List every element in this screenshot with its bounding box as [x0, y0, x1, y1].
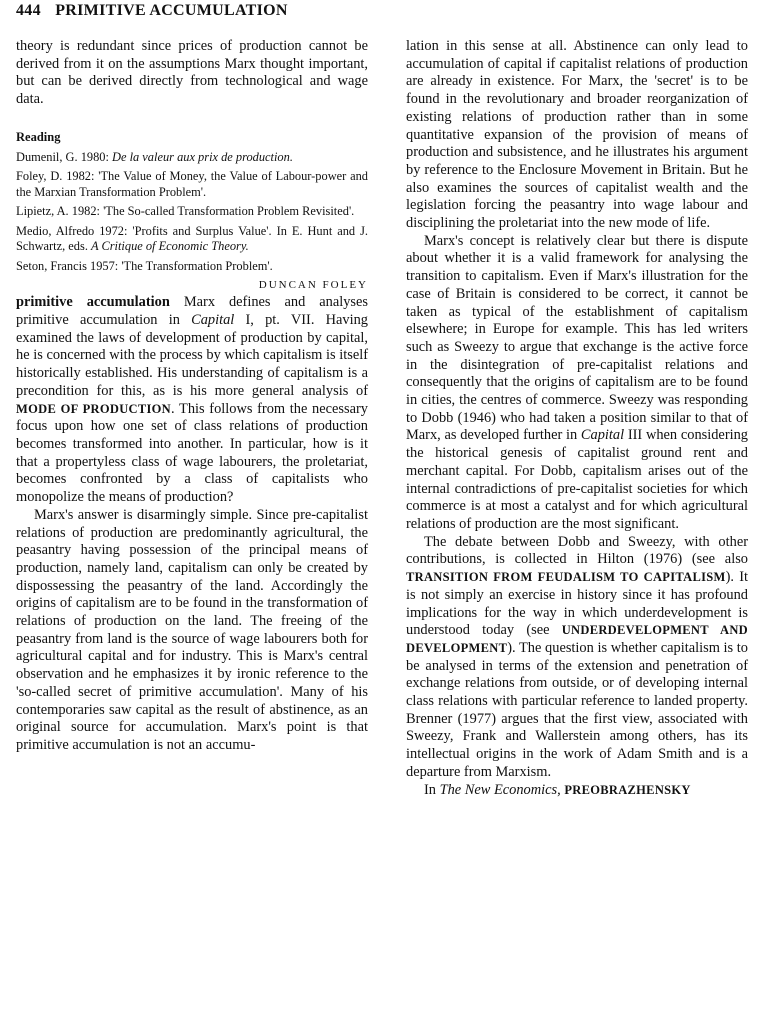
reference-item: Seton, Francis 1957: 'The Transformation Problem'. [16, 259, 273, 274]
body-paragraph: In The New Economics, PREOBRAZHENSKY [424, 781, 691, 798]
reading-list [16, 150, 368, 275]
entry-author: DUNCAN FOLEY [258, 278, 368, 291]
reference-item: Lipietz, A. 1982: 'The So-called Transformation Problem Revisited'. [16, 204, 355, 219]
cross-reference: MODE OF PRODUCTION [16, 401, 172, 416]
page-number: 444 [16, 2, 41, 19]
body-paragraph: lation in this sense at all. Abstinence can only lead to accumulation of capital if capitalist relations of production are already in existence. For Marx, the 'secret' is to be found in the revolutionary and broader reorganization of existing relations of production rather than in some quantitative expansion of the provision of means of production and subsistence, and he illustrates his argument by reference to the Enclosure Movement in Britain. But he also examines the sources of capitalist wealth and the legislation forcing the peasantry into wage labour and disciplining the proletariat into the new mode of life. [406, 38, 748, 232]
body-paragraph: Marx's concept is relatively clear but there is dispute about whether it is a valid framework for analysing the transition to capitalism. Even if Marx's illustration for the case of Britain is considered to be correct, it cannot be taken as typical of the establishment of capitalism elsewhere; in Europe for example. This has led writers such as Sweezy to argue that exchange is the active force in the disintegration of pre-capitalist relations and consequently that the origins of capitalism are to be found in cities, the centres of commerce. Sweezy was responding to Dobb (1946) who had taken a position similar to that of Marx, as developed further in Capital III when considering the historical genesis of capitalist ground rent and merchant capital. For Dobb, capitalism arises out of the internal contradictions of pre-capitalist societies for which commerce is at most a catalyst and for which agricultural relations of production are the most significant. [406, 232, 748, 532]
right-column [406, 38, 748, 799]
entry-paragraph: primitive accumulation Marx defines and analyses primitive accumulation in Capital I, pt. VII. Having examined the laws of development of production by capital, he is concerned with the process by which capitalism is itself historically established. His understanding of capitalism is a precondition for this, as is his more general analysis of MODE OF PRODUCTION. This follows from the necessary focus upon how one set of class relations of production becomes transformed into another. In particular, how is it that a propertyless class of wage labourers, the proletariat, becomes confronted by a class of capitalists who monopolize the means of production? [16, 294, 369, 506]
reference-item: Dumenil, G. 1980: De la valeur aux prix de production. [16, 149, 293, 164]
reference-item: Foley, D. 1982: 'The Value of Money, the Value of Labour-power and the Marxian Transformation Problem'. [16, 169, 368, 199]
intro-paragraph: theory is redundant since prices of production cannot be derived from it on the assumptions Marx thought important, but can be derived directly from technological and wage data. [16, 38, 368, 108]
running-title: PRIMITIVE ACCUMULATION [55, 2, 288, 19]
left-column [16, 38, 368, 755]
body-paragraph: The debate between Dobb and Sweezy, with other contributions, is collected in Hilton (1976) (see also TRANSITION FROM FEUDALISM TO CAPITALISM). It is not simply an exercise in history since it has profound implications for the way in which underdevelopment is understood today (see UNDERDEVELOPMENT AND DEVELOPMENT). The question is whether capitalism is to be analysed in terms of the extension and penetration of exchange relations from outside, or of developing internal class relations with particular reference to landed property. Brenner (1977) argues that the first view, associated with Sweezy, Frank and Wallerstein among others, has its intellectual origins in the work of Adam Smith and is a departure from Marxism. [406, 533, 748, 780]
cross-reference: TRANSITION FROM FEUDALISM TO CAPITALISM [406, 570, 726, 585]
entry-headword: primitive accumulation [16, 294, 170, 311]
cross-reference: PREOBRAZHENSKY [564, 782, 691, 797]
reading-heading: Reading [16, 129, 61, 144]
body-paragraph: Marx's answer is disarmingly simple. Since pre-capitalist relations of production are predominantly agricultural, the peasantry having possession of the principal means of production, namely land, capitalism can only be created by dispossessing the peasantry of the land. Accordingly the origins of capitalism are to be found in the transformation of relations of production on the land. The freeing of the peasantry from land is the source of wage labourers both for agricultural capital and for industry. This is Marx's central observation and he emphasizes it by ironic reference to the 'so-called secret of primitive accumulation'. Many of his contemporaries saw capital as the result of abstinence, as an original source for accumulation. Marx's point is that primitive accumulation is not an accumu- [16, 506, 368, 753]
cross-reference: UNDERDEVELOPMENT AND DEVELOPMENT [406, 623, 748, 655]
reference-item: Medio, Alfredo 1972: 'Profits and Surplus Value'. In E. Hunt and J. Schwartz, eds. A Critique of Economic Theory. [16, 223, 368, 254]
running-header [16, 2, 288, 20]
